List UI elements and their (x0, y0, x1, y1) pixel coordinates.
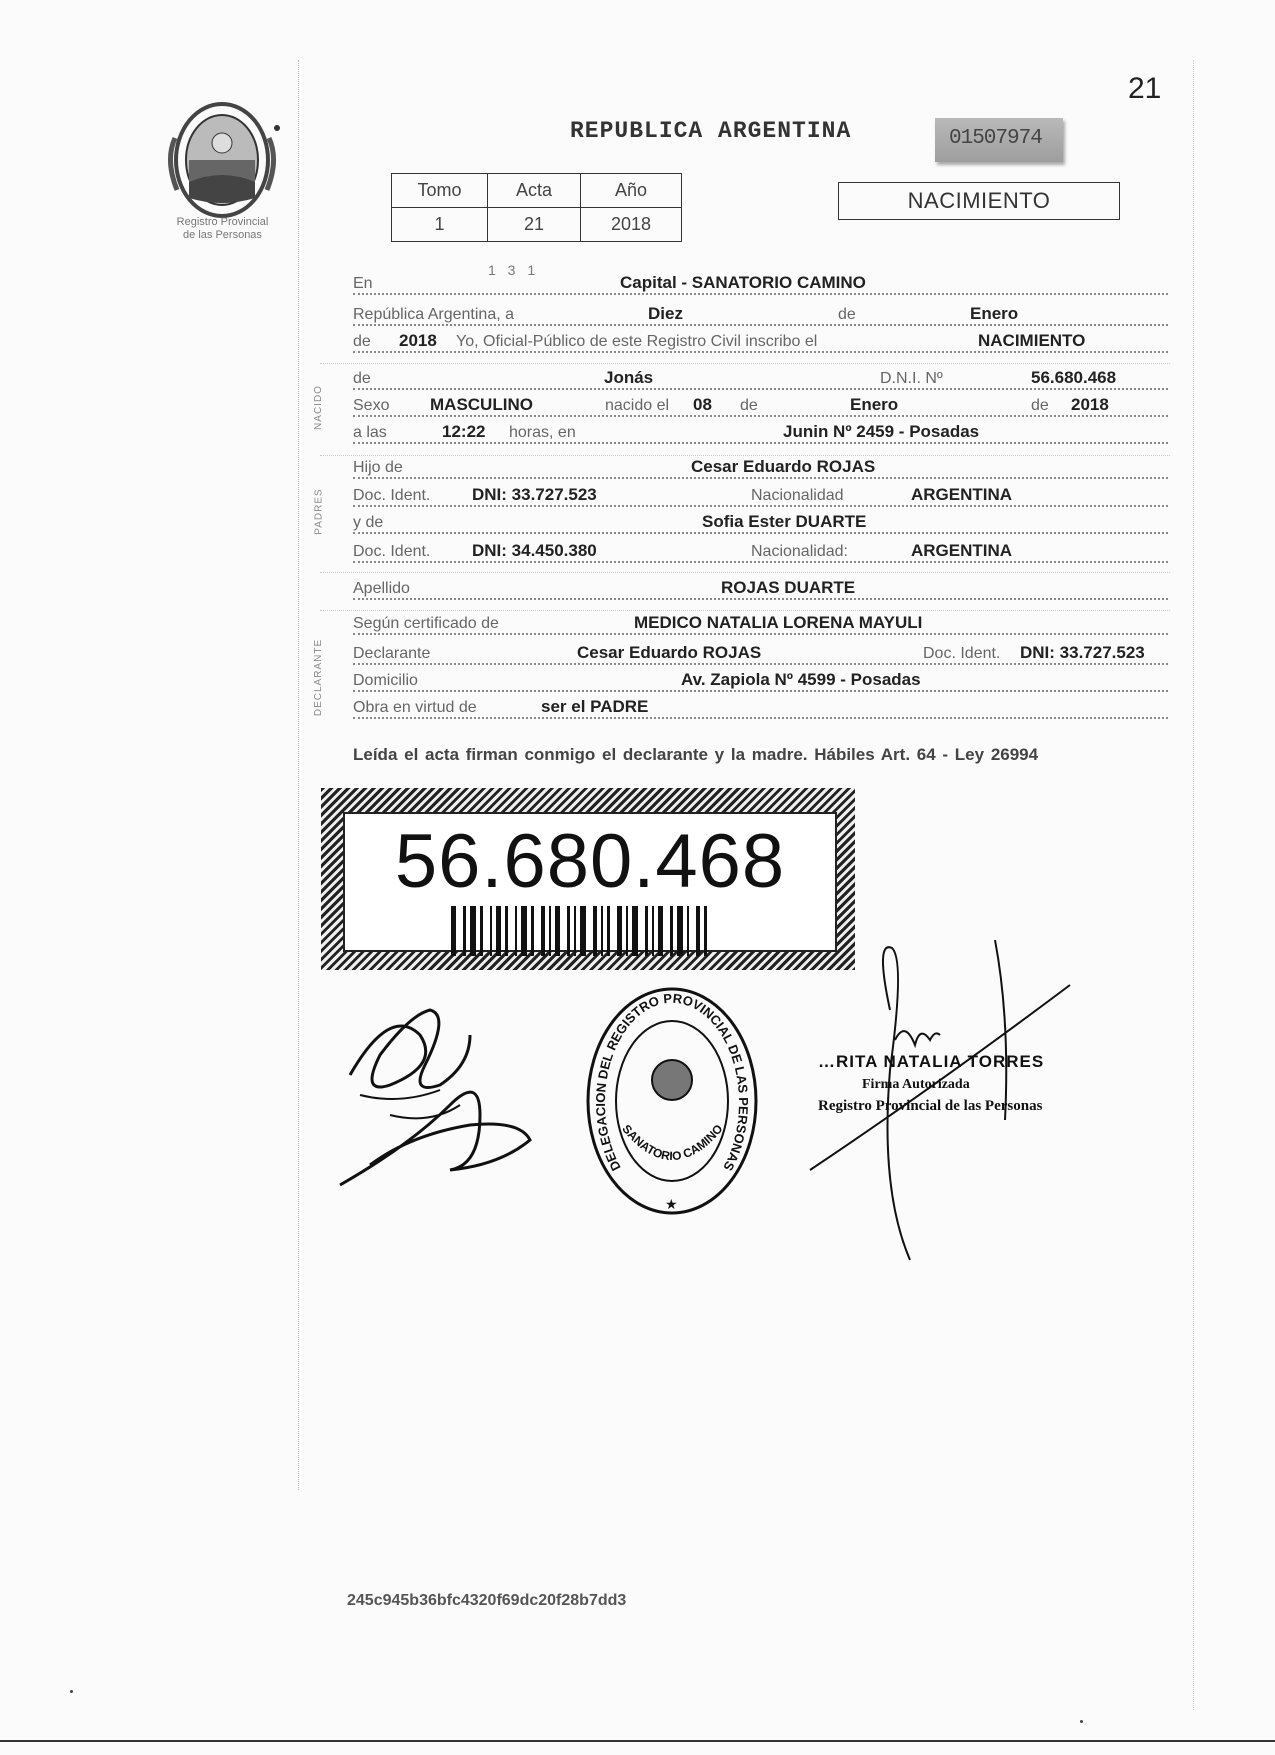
field-value: ARGENTINA (911, 485, 1013, 504)
form-row (353, 302, 1168, 326)
field-value: MASCULINO (430, 395, 533, 414)
logo-caption-line: Registro Provincial (176, 216, 269, 228)
form-row (353, 576, 1168, 600)
form-row (353, 483, 1168, 507)
form-row (353, 510, 1168, 534)
registrar-office: Registro Provincial de las Personas (818, 1098, 1043, 1114)
field-label: horas, en (509, 424, 576, 441)
barcode-bar (451, 906, 456, 956)
serial-number-stamp (935, 118, 1063, 162)
dni-number: 56.680.468 (394, 819, 786, 904)
dni-label-inner (343, 812, 837, 952)
header-acta: Acta (488, 174, 581, 208)
barcode-bar (496, 906, 501, 956)
field-label: Doc. Ident. (353, 543, 431, 560)
side-label-declarante: DECLARANTE (313, 638, 325, 717)
barcode-bar (515, 906, 517, 956)
scan-edge (0, 1740, 1275, 1742)
section-divider (320, 455, 1170, 456)
barcode-bar (601, 906, 603, 956)
form-row (353, 611, 1168, 635)
declarant-signature (330, 995, 540, 1195)
form-row (353, 539, 1168, 563)
field-value: Junin Nº 2459 - Posadas (783, 422, 980, 441)
field-label: nacido el (605, 397, 670, 414)
barcode-bar (617, 906, 622, 956)
form-row (353, 329, 1168, 353)
barcode-bar (658, 906, 663, 956)
field-label: En (353, 275, 373, 292)
field-label: Doc. Ident. (923, 645, 1001, 662)
field-value: 2018 (399, 331, 437, 350)
barcode-bar (670, 906, 673, 956)
barcode-bar (541, 906, 545, 956)
table-row (392, 208, 682, 242)
seal-inner-text: SANATORIO CAMINO (619, 1121, 726, 1164)
field-value: Enero (850, 395, 899, 414)
field-label: de (353, 333, 371, 350)
field-value: DNI: 33.727.523 (472, 485, 597, 504)
section-divider (320, 572, 1170, 573)
barcode-bar (677, 906, 683, 956)
barcode-bar (632, 906, 638, 956)
barcode-bar (645, 906, 648, 956)
record-type-box: NACIMIENTO (838, 182, 1120, 220)
dni-label-sticker (321, 788, 855, 970)
field-value: Cesar Eduardo ROJAS (577, 643, 762, 662)
header-anio: Año (581, 174, 682, 208)
handwritten-marks: 1 3 1 (488, 262, 540, 278)
field-label: Obra en virtud de (353, 699, 477, 716)
barcode-bar (531, 906, 534, 956)
document-hash: 245c945b36bfc4320f69dc20f28b7dd3 (347, 1592, 627, 1609)
barcode-bar (593, 906, 597, 956)
form-row (353, 393, 1168, 417)
official-seal (585, 985, 760, 1217)
field-value: 12:22 (442, 422, 486, 441)
registrar-role: Firma Autorizada (862, 1077, 970, 1092)
field-value: DNI: 34.450.380 (472, 541, 597, 560)
value-anio: 2018 (581, 208, 682, 242)
form-row (353, 668, 1168, 692)
field-value: Cesar Eduardo ROJAS (691, 457, 876, 476)
form-row (353, 695, 1168, 719)
field-label: de (1031, 397, 1049, 414)
header-tomo: Tomo (392, 174, 488, 208)
serial-number: 01507974 (949, 127, 1042, 150)
field-label: D.N.I. Nº (880, 370, 943, 387)
field-value: Sofia Ester DUARTE (702, 512, 867, 531)
field-label: de (740, 397, 758, 414)
field-label: Según certificado de (353, 615, 499, 632)
logo-caption-line: de las Personas (183, 229, 262, 241)
field-value: Diez (648, 304, 683, 323)
field-label: Declarante (353, 645, 431, 662)
barcode-bar (463, 906, 466, 956)
form-row (353, 641, 1168, 665)
barcode-bar (687, 906, 689, 956)
register-table (391, 173, 682, 242)
barcode-bar (626, 906, 628, 956)
field-value: ARGENTINA (911, 541, 1013, 560)
field-value: Av. Zapiola Nº 4599 - Posadas (681, 670, 921, 689)
barcode-bar (696, 906, 700, 956)
margin-line (1193, 60, 1194, 1710)
barcode-bar (505, 906, 508, 956)
field-value: Jonás (604, 368, 654, 387)
barcode-bar (574, 906, 576, 956)
barcode-bar (555, 906, 560, 956)
field-value: 08 (693, 395, 712, 414)
field-label: a las (353, 424, 387, 441)
field-label: Doc. Ident. (353, 487, 431, 504)
field-value: 56.680.468 (1031, 368, 1117, 387)
form-row (353, 455, 1168, 479)
side-label-nacido: NACIDO (312, 385, 324, 430)
barcode-bar (652, 906, 654, 956)
field-value: ser el PADRE (541, 697, 649, 716)
scan-speck (1080, 1720, 1083, 1723)
closing-note: Leída el acta firman conmigo el declarante y la madre. Hábiles Art. 64 - Ley 26994 (353, 745, 1039, 764)
field-value: DNI: 33.727.523 (1020, 643, 1145, 662)
field-label: Domicilio (353, 672, 418, 689)
field-label: Apellido (353, 580, 410, 597)
seal-star-icon: ★ (665, 1196, 678, 1212)
barcode-bar (490, 906, 492, 956)
field-value: Enero (970, 304, 1019, 323)
country-heading: REPUBLICA ARGENTINA (570, 118, 852, 144)
field-label: de (353, 370, 371, 387)
scan-speck (70, 1690, 73, 1693)
margin-line (298, 60, 299, 1490)
field-label: de (838, 306, 856, 323)
table-header-row (392, 174, 682, 208)
barcode-bar (480, 906, 483, 956)
form-row (353, 271, 1168, 295)
form-row (353, 420, 1168, 444)
barcode-bar (607, 906, 610, 956)
field-value: Capital - SANATORIO CAMINO (620, 273, 866, 292)
field-label: Nacionalidad: (751, 543, 848, 560)
barcode-bar (704, 906, 707, 956)
value-acta: 21 (488, 208, 581, 242)
side-label-padres: PADRES (313, 488, 325, 535)
section-divider (320, 363, 1170, 364)
page-number: 21 (1128, 72, 1162, 105)
field-label: Nacionalidad (751, 487, 844, 504)
logo-caption (150, 216, 295, 242)
field-value: ROJAS DUARTE (721, 578, 856, 597)
provincial-coat-of-arms-logo (165, 98, 280, 226)
value-tomo: 1 (392, 208, 488, 242)
barcode (451, 906, 771, 956)
section-divider (320, 610, 1170, 611)
barcode-bar (567, 906, 570, 956)
field-value: NACIMIENTO (978, 331, 1086, 350)
barcode-bar (580, 906, 586, 956)
field-label: y de (353, 514, 384, 531)
field-value: 2018 (1071, 395, 1109, 414)
barcode-bar (521, 906, 527, 956)
field-label: República Argentina, a (353, 306, 514, 323)
field-label: Sexo (353, 397, 390, 414)
barcode-bar (470, 906, 476, 956)
barcode-bar (549, 906, 551, 956)
seal-outer-text: DELEGACION DEL REGISTRO PROVINCIAL DE LAS PERSONAS (592, 990, 752, 1174)
field-label: Yo, Oficial-Público de este Registro Civil inscribo el (456, 333, 818, 350)
field-value: MEDICO NATALIA LORENA MAYULI (634, 613, 923, 632)
field-label: Hijo de (353, 459, 403, 476)
form-row (353, 366, 1168, 390)
registrar-name: …RITA NATALIA TORRES (818, 1052, 1045, 1071)
